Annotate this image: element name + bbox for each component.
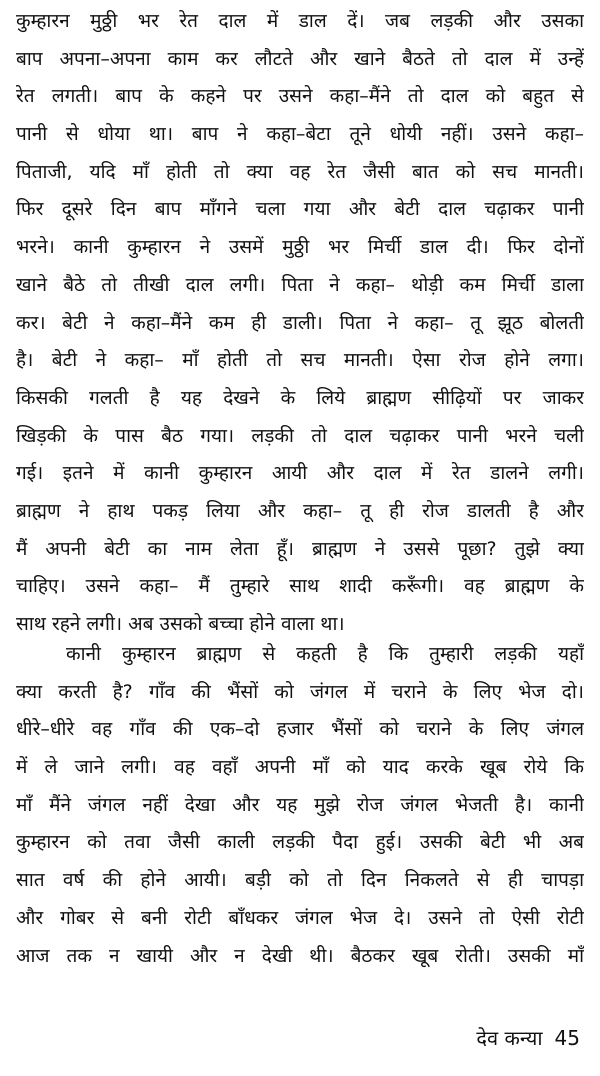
text-line: है। बेटी ने कहा– माँ होती तो सच मानती। ऐसा रोज होने लगा। (16, 349, 584, 372)
text-line: साथ रहने लगी। अब उसको बच्चा होने वाला था। (16, 613, 345, 635)
text-line: ब्राह्मण ने हाथ पकड़ लिया और कहा– तू ही रोज डालती है और (16, 499, 584, 522)
text-line: मैं अपनी बेटी का नाम लेता हूँ। ब्राह्मण ने उससे पूछा? तुझे क्या (16, 537, 584, 560)
text-line: फिर दूसरे दिन बाप माँगने चला गया और बेटी दाल चढ़ाकर पानी (16, 198, 584, 221)
text-line: पिताजी, यदि माँ होती तो क्या वह रेत जैसी बात को सच मानती। (16, 160, 584, 183)
page-number: 45 (554, 1026, 580, 1050)
text-line: कानी कुम्हारन ब्राह्मण से कहती है कि तुम्हारी लड़की यहाँ (66, 643, 584, 665)
text-line: भरने। कानी कुम्हारन ने उसमें मुठ्ठी भर मिर्ची डाल दी। फिर दोनों (16, 236, 584, 259)
text-line: धीरे–धीरे वह गाँव की एक–दो हजार भैंसों को चराने के लिए जंगल (16, 718, 584, 741)
text-line: गई। इतने में कानी कुम्हारन आयी और दाल में रेत डालने लगी। (16, 462, 584, 485)
paragraph-2 (16, 636, 584, 975)
book-title: देव कन्या (476, 1026, 543, 1050)
text-line: माँ मैंने जंगल नहीं देखा और यह मुझे रोज जंगल भेजती है। कानी (16, 793, 584, 816)
text-line: में ले जाने लगी। वह वहाँ अपनी माँ को याद करके खूब रोये कि (16, 756, 584, 779)
text-line: आज तक न खायी और न देखी थी। बैठकर खूब रोती। उसकी माँ (16, 944, 584, 967)
text-line: बाप अपना–अपना काम कर लौटते और खाने बैठते तो दाल में उन्हें (16, 47, 584, 70)
text-line: खिड़की के पास बैठ गया। लड़की तो दाल चढ़ाकर पानी भरने चली (16, 424, 584, 447)
text-line: चाहिए। उसने कहा– मैं तुम्हारे साथ शादी करूँगी। वह ब्राह्मण के (16, 575, 584, 598)
text-line: कुम्हारन मुठ्ठी भर रेत दाल में डाल दें। जब लड़की और उसका (16, 10, 584, 32)
text-line: खाने बैठे तो तीखी दाल लगी। पिता ने कहा– थोड़ी कम मिर्ची डाला (16, 273, 584, 296)
text-line: सात वर्ष की होने आयी। बड़ी को तो दिन निकलते से ही चापड़ा (16, 869, 584, 892)
text-line: कुम्हारन को तवा जैसी काली लड़की पैदा हुई। उसकी बेटी भी अब (16, 831, 584, 854)
text-line: और गोबर से बनी रोटी बाँधकर जंगल भेज दे। उसने तो ऐसी रोटी (16, 906, 584, 929)
text-line: किसकी गलती है यह देखने के लिये ब्राह्मण सीढ़ियों पर जाकर (16, 386, 584, 409)
paragraph-1 (16, 3, 584, 644)
text-line: क्या करती है? गाँव की भैंसों को जंगल में चराने के लिए भेज दो। (16, 680, 584, 703)
text-line: रेत लगती। बाप के कहने पर उसने कहा–मैंने तो दाल को बहुत से (16, 85, 584, 108)
text-line: कर। बेटी ने कहा–मैंने कम ही डाली। पिता ने कहा– तू झूठ बोलती (16, 311, 584, 334)
page-footer (476, 1020, 580, 1056)
text-line: पानी से धोया था। बाप ने कहा–बेटा तूने धोयी नहीं। उसने कहा– (16, 123, 584, 146)
